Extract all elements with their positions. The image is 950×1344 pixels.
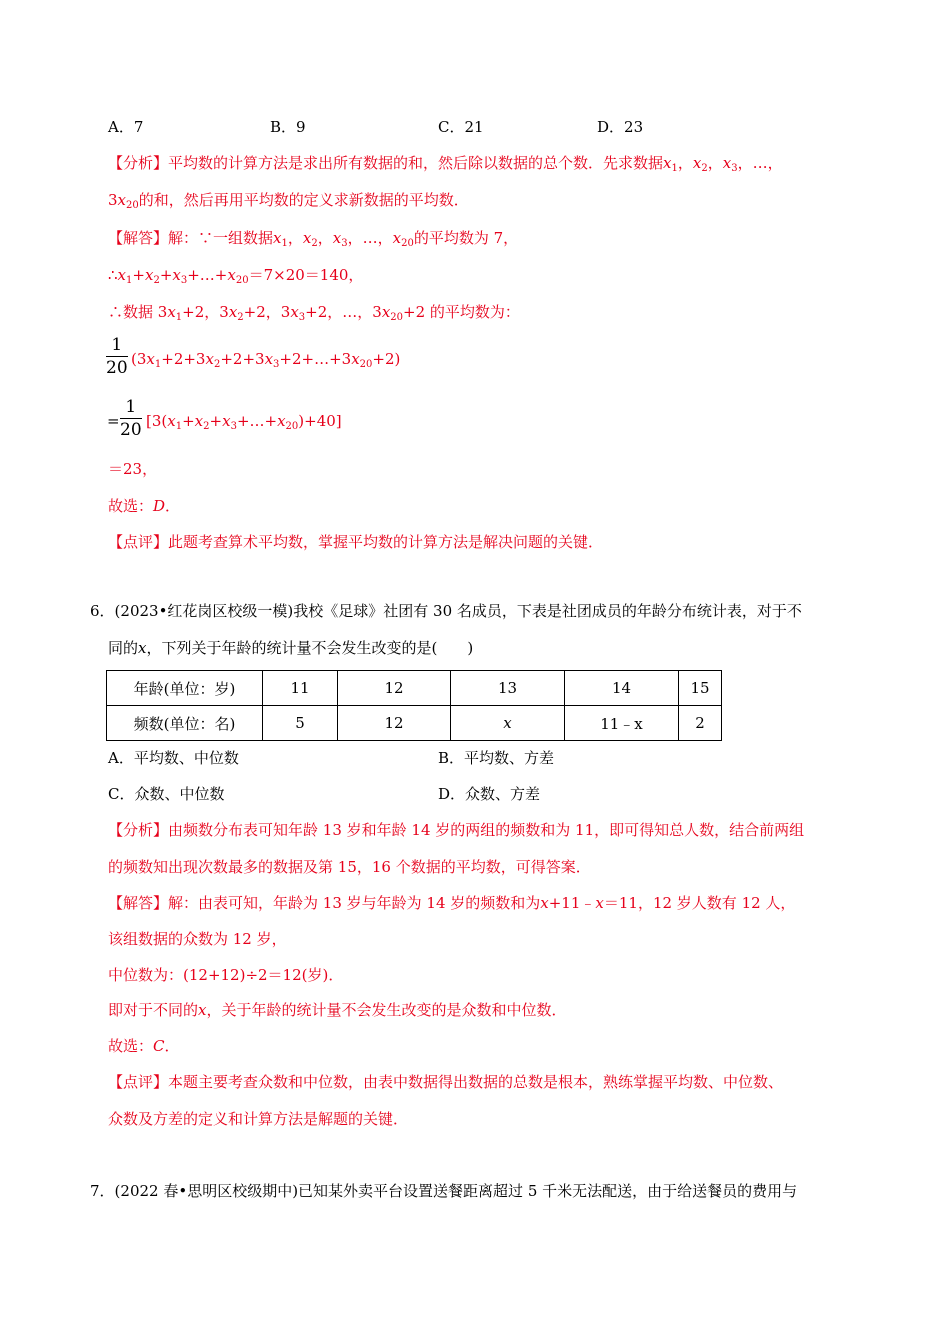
q5-sum-result: ＝7×20＝140， bbox=[248, 266, 364, 284]
q7-number: 7． bbox=[90, 1182, 115, 1200]
q5-analysis-text-2: 的和，然后再用平均数的定义求新数据的平均数． bbox=[138, 191, 469, 209]
table-cell: 13 bbox=[451, 671, 565, 706]
q5-option-c: C．21 bbox=[438, 118, 484, 136]
q5-fraction-1 bbox=[106, 335, 128, 378]
q6-number: 6． bbox=[90, 602, 115, 620]
table-cell: 2 bbox=[679, 706, 722, 741]
q5-choose-label: 故选： bbox=[108, 497, 154, 515]
q5-new-data-intro: ∴数据 bbox=[108, 303, 154, 321]
q5-choose: 故选：D． bbox=[108, 497, 181, 515]
q5-option-d: D．23 bbox=[597, 118, 644, 136]
table-cell: 14 bbox=[565, 671, 679, 706]
q5-comment bbox=[108, 532, 603, 552]
table-cell: 11 bbox=[263, 671, 338, 706]
q5-comment-text: 此题考查算术平均数，掌握平均数的计算方法是解决问题的关键． bbox=[168, 533, 604, 551]
q6-comment-tag: 【点评】 bbox=[108, 1073, 169, 1091]
q6-comment-1: 本题主要考查众数和中位数，由表中数据得出数据的总数是根本，熟练掌握平均数、中位数、 bbox=[168, 1073, 784, 1091]
q6-answer-line-1: 【解答】解：由表可知，年龄为 13 岁与年龄为 14 岁的频数和为x+11﹣x＝11，12 岁人数有 12 人， bbox=[108, 894, 796, 912]
q6-option-a: A．平均数、中位数 bbox=[108, 749, 239, 767]
q5-equals-sign: = bbox=[107, 412, 120, 430]
q5-answer-intro: 解：∵一组数据 bbox=[168, 229, 274, 247]
q5-fraction-2 bbox=[120, 397, 142, 440]
q6-comment-line-2: 众数及方差的定义和计算方法是解题的关键． bbox=[108, 1110, 409, 1128]
q6-answer-1b: ＝11，12 岁人数有 12 人， bbox=[603, 894, 796, 912]
q6-answer-line-3: 中位数为：(12+12)÷2＝12(岁)． bbox=[108, 966, 344, 984]
q5-analysis-line-2: $3x_{20}$的和，然后再用平均数的定义求新数据的平均数． bbox=[108, 191, 469, 211]
table-cell: 11﹣x bbox=[565, 706, 679, 741]
q5-fraction-2-denominator: 20 bbox=[120, 420, 142, 440]
row-label-frequency: 频数(单位：名) bbox=[107, 706, 263, 741]
table-row bbox=[107, 706, 722, 741]
q5-expression-1: $(3x_1+2+3x_2+2+3x_3+2+\dots+3x_{20}+2)$ bbox=[131, 350, 401, 370]
q6-stem-1: 我校《足球》社团有 30 名成员，下表是社团成员的年龄分布统计表，对于不 bbox=[293, 602, 802, 620]
q6-option-d: D．众数、方差 bbox=[438, 785, 541, 803]
q6-stem-2b: ，下列关于年龄的统计量不会发生改变的是( ) bbox=[146, 639, 474, 657]
q6-analysis-line-1 bbox=[108, 820, 804, 840]
q6-answer-line-4: 即对于不同的x，关于年龄的统计量不会发生改变的是众数和中位数． bbox=[108, 1001, 567, 1019]
q7-stem bbox=[90, 1181, 797, 1201]
row-label-age: 年龄(单位：岁) bbox=[107, 671, 263, 706]
q5-analysis-line-1: 【分析】平均数的计算方法是求出所有数据的和，然后除以数据的总个数．先求数据$x_1$，$x_2$，$x_3$，…， bbox=[108, 154, 783, 174]
q5-new-data-end: 的平均数为： bbox=[429, 303, 520, 321]
q5-analysis-tag: 【分析】 bbox=[108, 154, 169, 172]
q6-choose: 故选：C． bbox=[108, 1037, 180, 1055]
q6-option-b: B．平均数、方差 bbox=[438, 749, 555, 767]
q6-answer-4a: 即对于不同的 bbox=[108, 1001, 199, 1019]
q6-source: (2023•红花岗区校级一模) bbox=[114, 602, 294, 620]
q6-stem-line-1 bbox=[90, 601, 802, 621]
q5-option-a: A．7 bbox=[108, 118, 144, 136]
q6-answer-tag: 【解答】 bbox=[108, 894, 169, 912]
table-cell: 5 bbox=[263, 706, 338, 741]
q5-result: ＝23， bbox=[108, 460, 158, 478]
q6-analysis-tag: 【分析】 bbox=[108, 821, 169, 839]
q5-answer-line-1: 【解答】解：∵一组数据$x_1$，$x_2$，$x_3$，…，$x_{20}$的平均数为 7， bbox=[108, 229, 519, 249]
q5-fraction-1-numerator: 1 bbox=[111, 335, 123, 355]
q6-option-c: C．众数、中位数 bbox=[108, 785, 225, 803]
q6-comment-line-1 bbox=[108, 1072, 783, 1092]
q5-fraction-2-numerator: 1 bbox=[125, 397, 137, 417]
table-cell: 15 bbox=[679, 671, 722, 706]
q6-choose-label: 故选： bbox=[108, 1037, 154, 1055]
table-cell: x bbox=[451, 706, 565, 741]
age-frequency-table bbox=[106, 670, 722, 741]
q5-option-b: B．9 bbox=[270, 118, 306, 136]
q5-analysis-text: 平均数的计算方法是求出所有数据的和，然后除以数据的总个数．先求数据 bbox=[168, 154, 664, 172]
q6-choose-value: C bbox=[153, 1037, 165, 1055]
q5-answer-tag: 【解答】 bbox=[108, 229, 169, 247]
table-cell: 12 bbox=[338, 671, 451, 706]
q6-answer-line-2: 该组数据的众数为 12 岁， bbox=[108, 930, 287, 948]
q6-analysis-line-2: 的频数知出现次数最多的数据及第 15，16 个数据的平均数，可得答案． bbox=[108, 858, 591, 876]
q7-stem-text: 已知某外卖平台设置送餐距离超过 5 千米无法配送，由于给送餐员的费用与 bbox=[298, 1182, 798, 1200]
q5-fraction-1-denominator: 20 bbox=[106, 358, 128, 378]
q6-stem-2a: 同的 bbox=[108, 639, 139, 657]
q6-answer-4b: ，关于年龄的统计量不会发生改变的是众数和中位数． bbox=[206, 1001, 567, 1019]
q5-answer-intro-end: 的平均数为 7， bbox=[413, 229, 519, 247]
q5-comment-tag: 【点评】 bbox=[108, 533, 169, 551]
q6-stem-line-2: 同的x，下列关于年龄的统计量不会发生改变的是( ) bbox=[108, 639, 474, 657]
table-cell: 12 bbox=[338, 706, 451, 741]
q5-choose-value: D bbox=[153, 497, 166, 515]
q6-answer-1a: 解：由表可知，年龄为 13 岁与年龄为 14 岁的频数和为 bbox=[168, 894, 541, 912]
q5-expression-2: $[3(x_1+x_2+x_3+\dots+x_{20})+40]$ bbox=[146, 412, 342, 432]
q5-answer-line-3: ∴数据 $3x_1+2$，$3x_2+2$，$3x_3+2$，…，$3x_{20}+2$ 的平均数为： bbox=[108, 303, 520, 323]
q7-source: (2022 春•思明区校级期中) bbox=[114, 1182, 299, 1200]
q5-answer-line-2: $\therefore x_1+x_2+x_3+\dots+x_{20}=7\times 20=140$， bbox=[108, 266, 364, 286]
q6-analysis-1: 由频数分布表可知年龄 13 岁和年龄 14 岁的两组的频数和为 11，即可得知总人数，结合前两组 bbox=[168, 821, 805, 839]
table-row bbox=[107, 671, 722, 706]
